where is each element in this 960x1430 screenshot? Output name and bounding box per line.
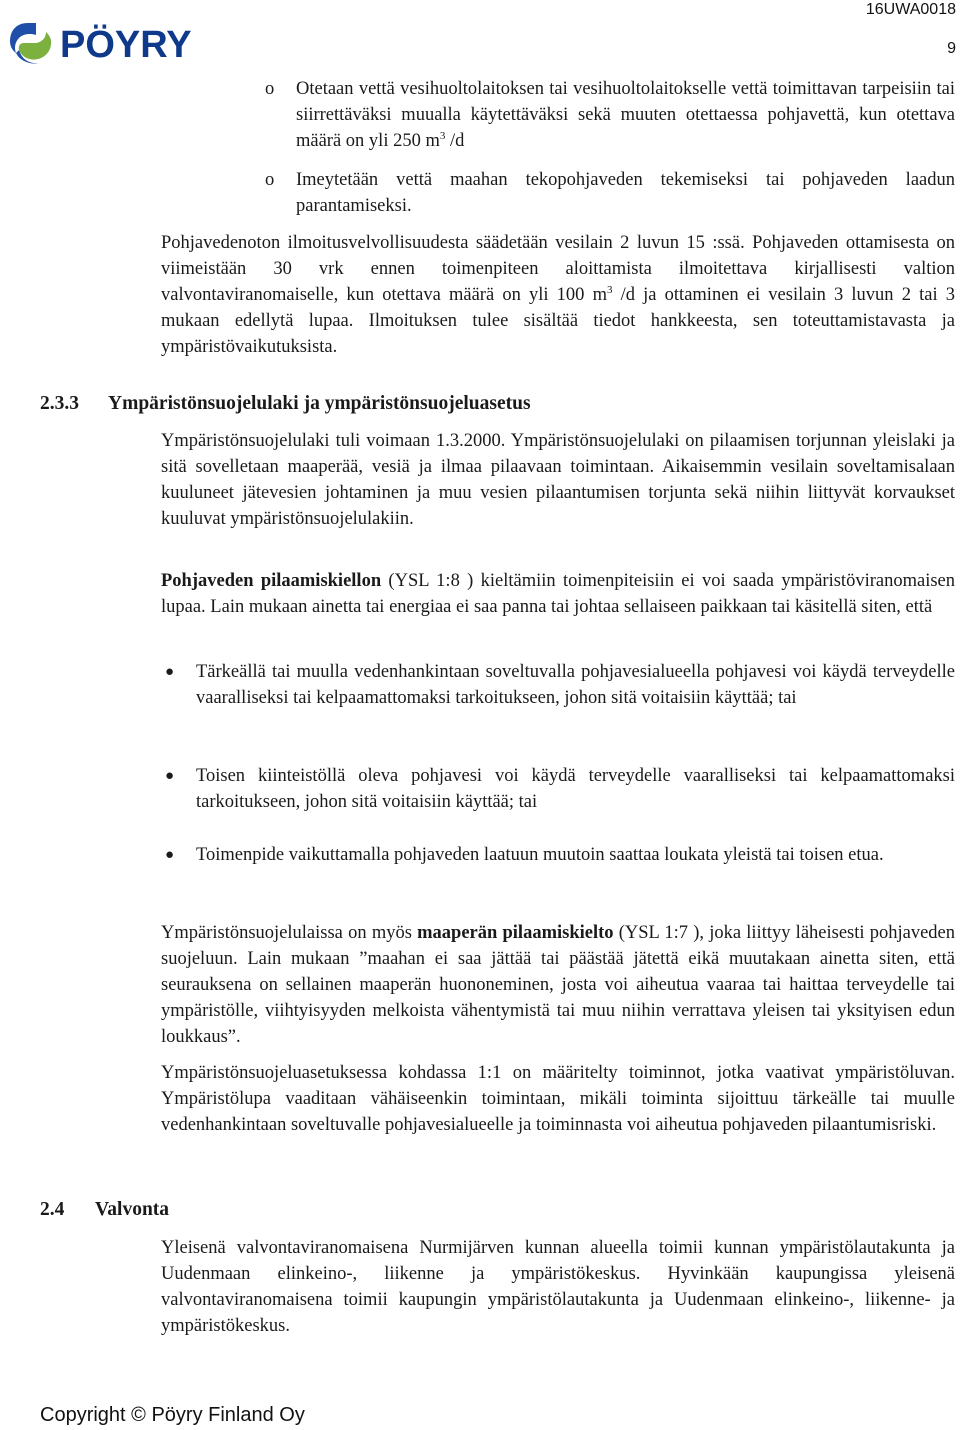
- list-marker-o: o: [265, 170, 275, 190]
- section-title: Valvonta: [95, 1199, 170, 1220]
- superscript: 3: [439, 130, 446, 142]
- paragraph: Ympäristönsuojeluasetuksessa kohdassa 1:1 on määritelty toiminnot, jotka vaativat ympäristöluvan. Ympäristölupa vaaditaan vähäiseenkin toimintaan, mikäli toiminta sijoittuu tärkeälle tai muulle vedenhankintaan soveltuvalle pohjavesialueelle ja toiminnasta voi aiheutua pohjaveden pilaantumisriski.: [161, 1063, 955, 1135]
- bold-term: maaperän pilaamiskielto: [417, 923, 614, 943]
- list-item-text: Otetaan vettä vesihuoltolaitoksen tai vesihuoltolaitokselle vettä toimittavan tarpeisiin tai siirrettäväksi muualla käytettäväksi sekä muuten otettaessa pohjavettä, kun otettava määrä on yli 250 m: [296, 79, 955, 151]
- bold-term: Pohjaveden pilaamiskiellon: [161, 571, 382, 591]
- list-item: [296, 76, 955, 154]
- paragraph: [161, 568, 955, 620]
- paragraph-text: (YSL 1:7 ), joka liittyy läheisesti pohjaveden suojeluun. Lain mukaan ”maahan ei saa jättää tai päästää jätettä eikä muutakaan ainetta siten, että seurauksena on sellainen maaperän huononeminen, josta voi aiheutua vaaraa tai haittaa terveydelle tai ympäristölle, viihtyisyyden melkoista vähentymistä tai muu niihin verrattava yleisen tai yksityisen edun loukkaus”.: [161, 923, 956, 1047]
- bullet-icon: ●: [165, 664, 175, 680]
- bullet-icon: ●: [165, 768, 175, 784]
- paragraph-text: Pohjavedenoton ilmoitusvelvollisuudesta säädetään vesilain 2 luvun 15 :ssä. Pohjaveden ottamisesta on viimeistään 30 vrk ennen toimenpiteen aloittamista ilmoitettava kirjallisesti valtion valvontaviranomaiselle, kun otettava määrä on yli 100 m: [161, 233, 955, 305]
- list-item: Toimenpide vaikuttamalla pohjaveden laatuun muutoin saattaa loukata yleistä tai toisen etua.: [196, 845, 884, 865]
- list-item: Tärkeällä tai muulla vedenhankintaan soveltuvalla pohjavesialueella pohjavesi voi käydä terveydelle vaaralliseksi tai kelpaamattomaksi tarkoitukseen, johon sitä voitaisiin käyttää; tai: [196, 662, 955, 708]
- paragraph-text: (YSL 1:8 ) kieltämiin toimenpiteisiin ei voi saada ympäristöviranomaisen lupaa. Lain mukaan ainetta tai energiaa ei saa panna tai johtaa sellaiseen paikkaan tai käsitellä siten, että: [161, 571, 955, 617]
- paragraph: [161, 920, 955, 1050]
- bullet-icon: ●: [165, 847, 175, 863]
- page-number: 9: [947, 40, 956, 57]
- poyry-logo: [8, 20, 248, 66]
- list-item: Imeytetään vettä maahan tekopohjaveden tekemiseksi tai pohjaveden laadun parantamiseksi.: [296, 170, 955, 216]
- paragraph: Ympäristönsuojelulaki tuli voimaan 1.3.2000. Ympäristönsuojelulaki on pilaamisen torjunnan yleislaki ja sitä sovelletaan maaperää, vesiä ja ilmaa pilaavaan toimintaan. Aikaisemmin vesilain soveltamisalaan kuuluneet jätevesien johtaminen ja muu vesien pilaantumisen torjunta sekä niihin liittyvät korvaukset kuuluvat ympäristönsuojelulakiin.: [161, 431, 955, 529]
- paragraph: Yleisenä valvontaviranomaisena Nurmijärven kunnan alueella toimii kunnan ympäristölautakunta ja Uudenmaan elinkeino-, liikenne ja ympäristökeskus. Hyvinkään kaupungissa yleisenä valvontaviranomaisena toimii kaupungin ympäristölautakunta ja Uudenmaan elinkeino-, liikenne- ja ympäristökeskus.: [161, 1238, 955, 1336]
- section-title: Ympäristönsuojelulaki ja ympäristönsuojeluasetus: [108, 393, 531, 414]
- list-marker-o: o: [265, 79, 275, 99]
- section-number: 2.4: [40, 1199, 65, 1220]
- poyry-logo-mark: [8, 20, 248, 66]
- superscript: 3: [606, 284, 613, 296]
- document-id: 16UWA0018: [865, 1, 956, 18]
- paragraph-text: Ympäristönsuojelulaissa on myös: [161, 923, 418, 943]
- paragraph-text: /d ja ottaminen ei vesilain 3 luvun 2 tai 3 mukaan edellytä lupaa. Ilmoituksen tulee sisältää tiedot hankkeesta, sen toteuttamistavasta ja ympäristövaikutuksista.: [161, 285, 956, 357]
- list-item-tail: /d: [445, 131, 465, 151]
- list-item: Toisen kiinteistöllä oleva pohjavesi voi käydä terveydelle vaaralliseksi tai kelpaamattomaksi tarkoitukseen, johon sitä voitaisiin käyttää; tai: [196, 766, 955, 812]
- section-number: 2.3.3: [40, 393, 79, 414]
- footer-copyright: Copyright © Pöyry Finland Oy: [40, 1404, 305, 1426]
- logo-wordmark: PÖYRY: [60, 24, 192, 66]
- paragraph-notice: [161, 230, 955, 360]
